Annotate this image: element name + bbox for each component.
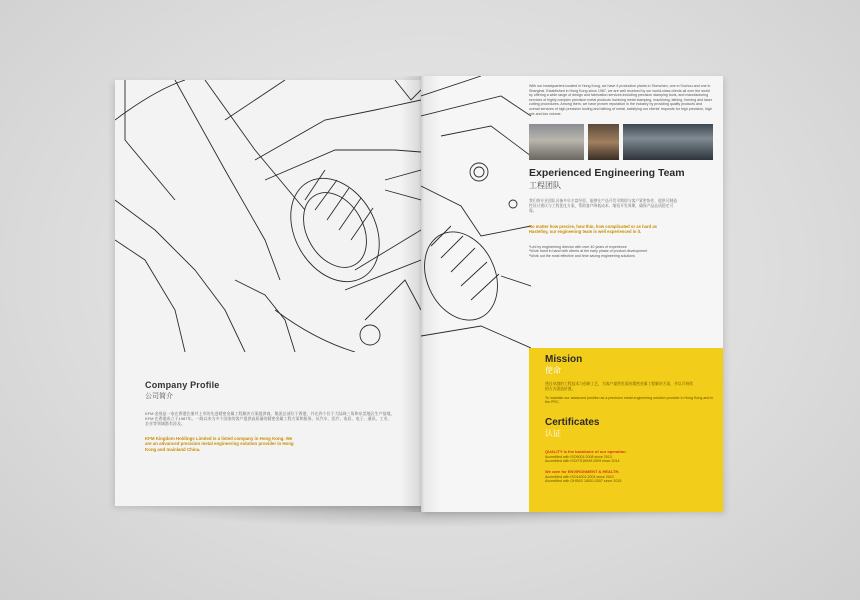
cert-quality-lines: Accredited with ISO9001:2008 since 2013 Accredited with ISO/TS16949:2009 since 2014 bbox=[545, 454, 620, 464]
right-text-column bbox=[529, 84, 713, 258]
company-profile-title: Company Profile bbox=[145, 380, 220, 390]
engineering-team-notes: *Led by engineering director with over 40 years of experience *Work hand in hand with clients at the early phase of product development *Work out the most effective and time saving engineering solutions bbox=[529, 244, 648, 258]
company-profile-section bbox=[145, 380, 395, 452]
engineering-team-title: Experienced Engineering Team bbox=[529, 167, 685, 180]
cert-environment-lines: Accredited with ISO14001:2004 since 2012 Accredited with OHSAS 18001:2007 since 2015 bbox=[545, 474, 622, 484]
technical-line-drawing-left bbox=[115, 80, 421, 352]
factory-photos bbox=[529, 124, 713, 160]
certificates-title-cn: 认证 bbox=[545, 428, 561, 438]
engineering-team-highlight: No matter how precise, how thin, how complicated or as hard as Hastelloy, our engineering team is well experienced in it. bbox=[529, 224, 657, 235]
mission-title-cn: 使命 bbox=[545, 366, 561, 375]
cert-quality-heading: QUALITY is the backbone of our operation. bbox=[545, 448, 627, 454]
mission-body-en: To maintain our advanced position as a precision metal engineering solution provider in Hong Kong and in the PRC. bbox=[545, 396, 714, 405]
workshop-photo bbox=[588, 124, 619, 160]
engineering-team-body: 我们的专业团队具备多年丰富经验，能够在产品开发早期即与客户紧密协作，提供可制造性设计建议与工程优化方案，帮助客户降低成本、缩短开发周期，确保产品品质稳定可靠。 bbox=[529, 199, 678, 214]
intro-paragraph: With our headquarters located in Hong Kong, we have 4 production plants in Shenzhen, one in Suzhou and one in Shanghai. Established in Hong Kong since 1987, we are well received by our world-class clients all over the world by offering a wide range of design and fabrication services including precision stamping tools, and manufacturing services of highly complex precision metal products involving metal stamping, machining, lathing, forming and laser cutting procedures. Among them, we have proven reputation in the industry by providing quality products and overall services of high precision tooling and lathing of metal, satisfying our clients' requests for high precision, high mix and low volume. bbox=[529, 84, 712, 116]
mission-title: Mission bbox=[545, 354, 583, 365]
engineering-team-title-cn: 工程团队 bbox=[529, 181, 561, 191]
open-brochure bbox=[115, 76, 723, 512]
certificates-title: Certificates bbox=[545, 416, 600, 428]
company-profile-highlight: KFM Kingdom Holdings Limited is a listed company in Hong Kong. We are an advanced precision metal engineering solution provider in Hong Kong and mainland China. bbox=[145, 436, 294, 452]
mission-certificates-panel bbox=[529, 348, 723, 512]
left-page bbox=[115, 80, 421, 506]
office-photo bbox=[529, 124, 584, 160]
production-floor-photo bbox=[623, 124, 713, 160]
cert-environment-heading: We care for ENVIRONMENT & HEALTH. bbox=[545, 468, 620, 474]
mission-body-cn: 透过卓越的工程技术与创新工艺，为客户提供优质的精密金属工程解决方案，并以可持续的方式创造价值。 bbox=[545, 382, 694, 391]
right-page bbox=[421, 76, 723, 512]
technical-line-drawing-right bbox=[421, 76, 531, 348]
company-profile-title-cn: 公司简介 bbox=[145, 393, 173, 400]
company-profile-body: KFM 金展是一家在香港注册并上市的先进精密金属工程解决方案提供商。集团总部位于香港，并在四个位于大陆珠三角和东莞地区生产基地，KFM 在香港成立于1987年。一路以来为多个国家的客户提供高质量的精密金属工程方案和服务，从汽车、医疗、家居、电子、通讯、工业、农业等领域都有涉及。 bbox=[145, 411, 395, 426]
